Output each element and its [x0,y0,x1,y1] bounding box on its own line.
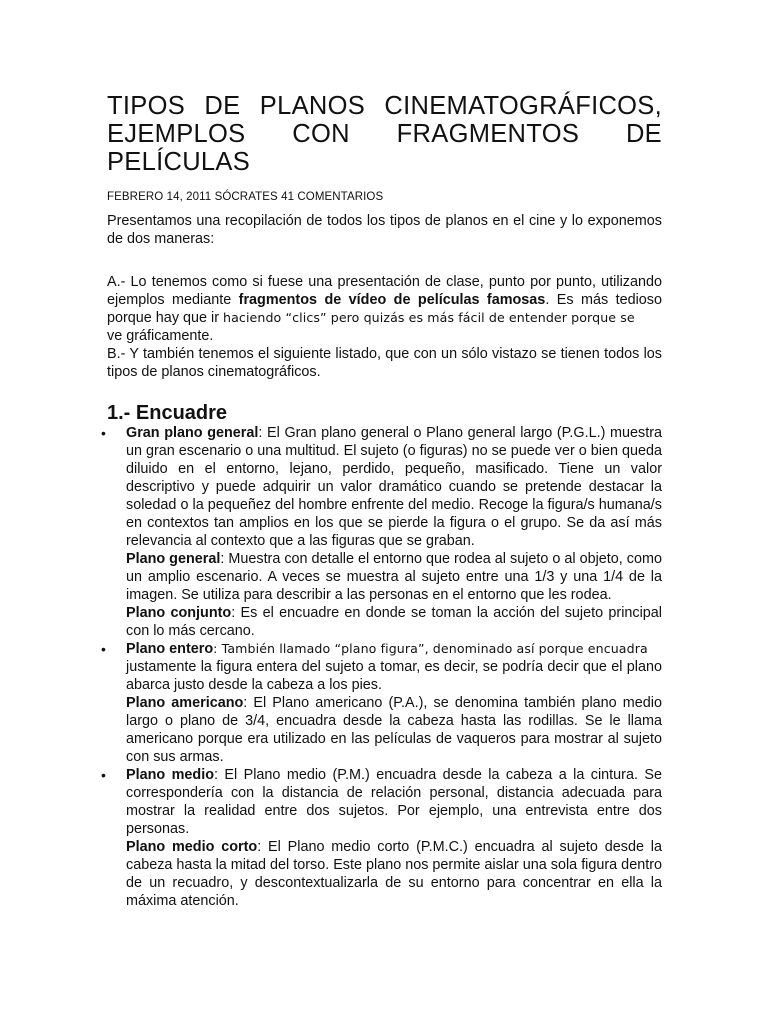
title-line-3: PELÍCULAS [107,148,251,176]
title-line-2: EJEMPLOS CON FRAGMENTOS DE [107,120,662,148]
term-label: Gran plano general [126,425,259,441]
item-paragraph [126,424,662,550]
term-label: Plano entero [126,641,214,657]
plan-list [101,424,662,910]
term-text: : El Gran plano general o Plano general largo (P.G.L.) muestra un gran escenario o una multitud. El sujeto (o figuras) no se puede ver o bien queda diluido en el entorno, lejano, perdido, pequeño, masificado. Tiene un valor descriptivo y puede adquirir un valor dramático cuando se pretende destacar la soledad o la pequeñez del hombre enfrente del medio. Recoge la figura/s humana/s en contextos tan amplios en los que se pierde la figura o el grupo. Se da así más relevancia al contexto que a las figuras que se graban. [126,425,662,549]
term-label: Plano americano [126,695,244,711]
option-a-end: ve gráficamente. [107,328,214,344]
term-text: : El Plano americano (P.A.), se denomina también plano medio largo o plano de 3/4, encuadra desde la cabeza hasta las rodillas. Se le llama americano porque era utilizado en las películas de vaqueros para mostrar al sujeto con sus armas. [126,695,662,765]
term-label: Plano general [126,551,221,567]
term-text: : Es el encuadre en donde se toman la acción del sujeto principal con lo más cercano. [126,605,662,639]
options-block [107,273,662,381]
option-a-bold: fragmentos de vídeo de películas famosas [238,292,546,308]
term-label: Plano medio corto [126,839,258,855]
option-a-text: A.- Lo tenemos como si fuese una presentación de clase, punto por punto, utilizando ejemplos mediante [107,274,662,308]
intro-paragraph: Presentamos una recopilación de todos los tipos de planos en el cine y lo exponemos de dos maneras: [107,213,662,247]
option-a-alt-font: haciendo “clics” pero quizás es más fácil de entender porque se [223,310,635,325]
item-paragraph [126,640,662,694]
post-meta: FEBRERO 14, 2011 SÓCRATES 41 COMENTARIOS [107,191,384,203]
bullet-icon: • [101,767,106,783]
term-text: : Muestra con detalle el entorno que rodea al sujeto o al objeto, como un amplio escenario. A veces se muestra al sujeto entre una 1/3 y una 1/4 de la imagen. Se utiliza para describir a las personas en el entorno que les rodea. [126,551,662,603]
option-a-paragraph [107,273,662,345]
bullet-icon: • [101,425,106,441]
item-paragraph [126,766,662,838]
term-text-alt: : También llamado “plano figura”, denominado así porque encuadra [213,641,648,656]
section-heading: 1.- Encuadre [107,402,228,424]
item-paragraph [126,838,662,910]
term-label: Plano conjunto [126,605,232,621]
term-text: : El Plano medio corto (P.M.C.) encuadra al sujeto desde la cabeza hasta la mitad del torso. Este plano nos permite aislar una sola figura dentro de un recuadro, y descontextualizarla de su entorno para concentrar en ella la máxima atención. [126,839,662,909]
list-item [101,766,662,910]
option-a-text-mid: . Es más tedioso porque hay que ir [107,292,662,326]
list-item [101,640,662,766]
option-b-paragraph: B.- Y también tenemos el siguiente listado, que con un sólo vistazo se tienen todos los tipos de planos cinematográficos. [107,346,662,380]
item-paragraph [126,550,662,604]
title-line-1: TIPOS DE PLANOS CINEMATOGRÁFICOS, [107,92,662,120]
term-label: Plano medio [126,767,214,783]
item-paragraph [126,694,662,766]
term-text: : El Plano medio (P.M.) encuadra desde la cabeza a la cintura. Se correspondería con la distancia de relación personal, distancia adecuada para mostrar la realidad entre dos sujetos. Por ejemplo, una entrevista entre dos personas. [126,767,662,837]
bullet-icon: • [101,641,106,657]
item-paragraph [126,604,662,640]
list-item [101,424,662,640]
page-title [107,92,662,176]
term-text: justamente la figura entera del sujeto a tomar, es decir, se podría decir que el plano abarca justo desde la cabeza a los pies. [126,659,662,693]
